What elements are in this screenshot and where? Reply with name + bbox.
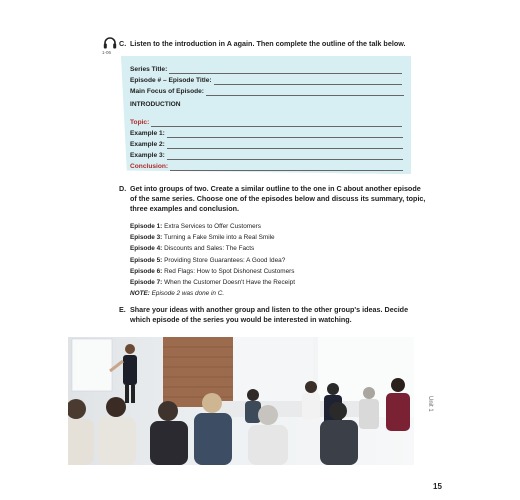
section-e-line-2: which episode of the series you would be interested in watching. [130, 315, 352, 324]
section-c-letter: C. [119, 39, 127, 48]
section-e-instruction [119, 305, 408, 325]
unit-label: Unit 1 [427, 396, 433, 412]
outline-example-1[interactable]: Example 1: [130, 130, 403, 138]
track-number: 1-06 [102, 50, 112, 55]
outline-example-2[interactable]: Example 2: [130, 141, 403, 149]
outline-example-3[interactable]: Example 3: [130, 152, 403, 160]
section-d-instruction [119, 184, 425, 214]
section-d-letter: D. [119, 184, 127, 193]
section-c-text: Listen to the introduction in A again. Then complete the outline of the talk below. [130, 39, 406, 48]
page-number: 15 [433, 482, 442, 491]
list-item: Episode 5: Providing Store Guarantees: A Good Idea? [130, 256, 286, 264]
outline-episode-title[interactable]: Episode # – Episode Title: [130, 77, 402, 85]
section-d-line-1: Get into groups of two. Create a similar outline to the one in C about another episode [130, 184, 421, 193]
section-d-line-2: of the same series. Choose one of the episodes below and discuss its summary, topic, [130, 194, 426, 203]
outline-topic[interactable]: Topic: [130, 119, 402, 127]
list-item: Episode 3: Turning a Fake Smile into a Real Smile [130, 234, 275, 242]
episode-list [130, 221, 295, 299]
section-c-instruction [119, 39, 406, 49]
list-item: Episode 7: When the Customer Doesn't Have the Receipt [130, 279, 295, 287]
outline-conclusion[interactable]: Conclusion: [130, 163, 403, 171]
section-d-line-3: three examples and conclusion. [130, 204, 240, 213]
list-item: Episode 1: Extra Services to Offer Customers [130, 223, 261, 230]
outline-main-focus[interactable]: Main Focus of Episode: [130, 88, 404, 96]
outline-introduction-heading: INTRODUCTION [130, 101, 181, 108]
outline-series-title[interactable]: Series Title: [130, 66, 402, 74]
headphones-icon[interactable] [103, 37, 117, 49]
list-item: Episode 6: Red Flags: How to Spot Dishonest Customers [130, 267, 295, 275]
meeting-photo [68, 337, 414, 465]
section-e-letter: E. [119, 305, 126, 314]
section-e-line-1: Share your ideas with another group and listen to the other group's ideas. Decide [130, 305, 409, 314]
episode-note: NOTE: Episode 2 was done in C. [130, 290, 225, 298]
list-item: Episode 4: Discounts and Sales: The Facts [130, 245, 255, 253]
